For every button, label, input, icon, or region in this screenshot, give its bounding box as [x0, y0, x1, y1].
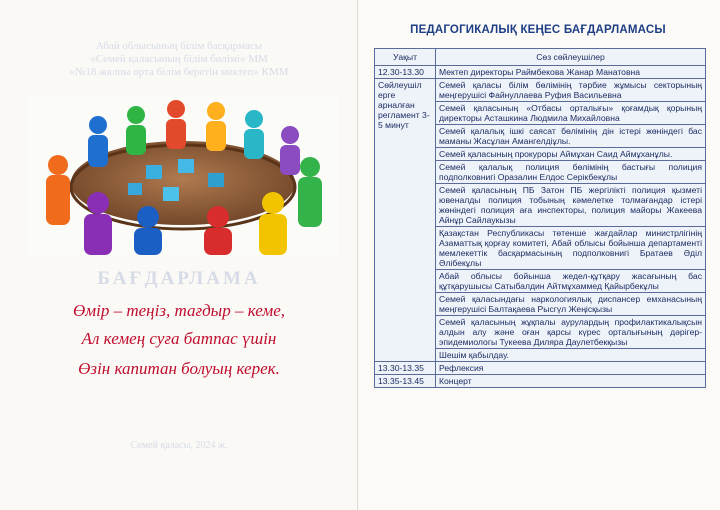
- speaker-cell: Мектеп директоры Раймбекова Жанар Манатовна: [436, 66, 706, 79]
- speaker-cell: Семей қаласы білім бөлімінің тәрбие жұмысы секторының меңгерушісі Файнуллаева Руфия Васильевна: [436, 79, 706, 102]
- left-page: [0, 0, 358, 510]
- speaker-cell: Семей қаласының ПБ Затон ПБ жергілікті полиция қызметі ювеналды полиция тобының кәмелетке толмағандар істері жөніндегі полиция аға инспекторы, полиция майоры Жакеева Айнұр Сайлаукызы: [436, 184, 706, 227]
- speaker-cell: Шешім қабылдау.: [436, 349, 706, 362]
- speaker-cell: Семей қаласындағы наркологиялық диспансер емханасының меңгерушісі Балтақаева Рысгүл Жеңісқызы: [436, 293, 706, 316]
- time-cell: 12.30-13.30: [375, 66, 436, 79]
- table-header-row: [375, 49, 706, 66]
- ghost-title: БАҒДАРЛАМА: [97, 268, 261, 289]
- program-title: ПЕДАГОГИКАЛЫҚ КЕҢЕС БАҒДАРЛАМАСЫ: [410, 24, 666, 36]
- speaker-cell: Абай облысы бойынша жедел-құтқару жасағының бас құтқарушысы Сатыбалдин Айтмұхаммед Қайырбекұлы: [436, 270, 706, 293]
- speakers-header: Сөз сөйлеушілер: [436, 49, 706, 66]
- agenda-item-cell: Концерт: [436, 375, 706, 388]
- speaker-cell: Семей қаласының прокуроры Аймұхан Саид Аймұханұлы.: [436, 148, 706, 161]
- speaker-cell: Семей қалалық ішкі саясат бөлімінің дін істері жөніндегі бас маманы Жасұлан Амангелдіұлы.: [436, 125, 706, 148]
- time-cell: 13.35-13.45: [375, 375, 436, 388]
- program-table: [374, 48, 706, 388]
- reglament-cell: Сөйлеушіл ерге арналған регламент 3-5 минут: [375, 79, 436, 362]
- speaker-cell: Семей қаласының жұқпалы аурулардың профилактикалықсын алдын алу және оған қарсы күрес орталығының дәрігер-эпидемиологы Тукеева Диляра Даулетбекқызы: [436, 316, 706, 349]
- ghost-subtitle: Семей қаласы, 2024 ж.: [130, 440, 228, 451]
- speaker-cell: Семей қалалық полиция бөлімінің бастығы полиция подполковнигі Оразалин Елдос Серікбекұлы: [436, 161, 706, 184]
- time-header: Уақыт: [375, 49, 436, 66]
- meeting-table-illustration: [28, 95, 338, 255]
- speaker-cell: Қазақстан Республикасы төтенше жағдайлар министрлігінің Азаматтық қорғау комитеті, Абай облысы бойынша департаменті мемлекеттік басқармасының подполковнигі Братаев Әділ Әлібекұлы: [436, 227, 706, 270]
- quote-line: Өзін капитан болуың керек.: [78, 359, 280, 378]
- quote-line: Ал кемең суға батпас үшін: [81, 329, 277, 348]
- table-row: [375, 362, 706, 375]
- time-cell: 13.30-13.35: [375, 362, 436, 375]
- ghost-header-line: Абай облысының білім басқармасы: [95, 40, 263, 52]
- ghost-header-line: «Семей қаласының білім бөлімі» ММ: [90, 53, 268, 65]
- ghost-header-line: «№18 жалпы орта білім беретін мектеп» КММ: [69, 66, 289, 78]
- agenda-item-cell: Рефлексия: [436, 362, 706, 375]
- table-row: [375, 79, 706, 102]
- table-row: [375, 375, 706, 388]
- table-row: [375, 66, 706, 79]
- ghost-header: [0, 40, 358, 79]
- speaker-cell: Семей қаласының «Отбасы орталығы» қоғамдық қорының директоры Асташкина Людмила Михайловна: [436, 102, 706, 125]
- quote-line: Өмір – теңіз, тағдыр – кеме,: [73, 301, 285, 320]
